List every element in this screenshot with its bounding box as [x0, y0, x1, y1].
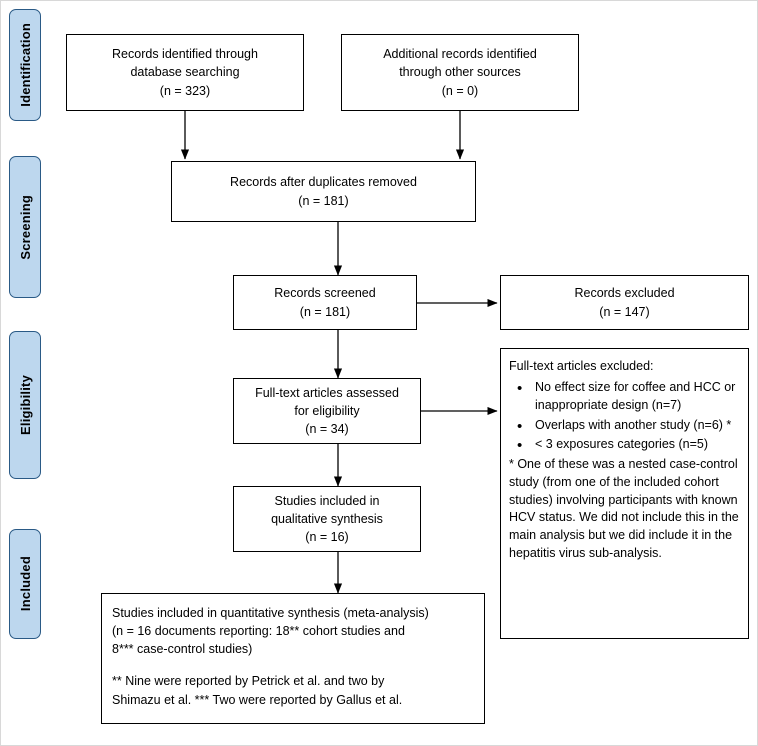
box-quantitative-synthesis-line-3: 8*** case-control studies)	[112, 642, 253, 657]
box-records-excluded	[500, 275, 749, 330]
box-duplicates-removed-line-2: (n = 181)	[298, 193, 349, 208]
box-fulltext-excluded-heading: Full-text articles excluded:	[509, 359, 654, 373]
box-records-screened-line-2: (n = 181)	[299, 304, 351, 319]
box-additional-records	[341, 34, 579, 111]
box-additional-records-line-1: Additional records identified	[383, 47, 537, 62]
box-qualitative-synthesis	[233, 486, 421, 552]
stage-label-included-text: Included	[17, 556, 33, 612]
box-quantitative-synthesis-spacer	[112, 658, 474, 672]
box-additional-records-line-3: (n = 0)	[441, 83, 479, 98]
box-qualitative-synthesis-line-2: qualitative synthesis	[271, 511, 383, 526]
box-quantitative-synthesis-line-5: ** Nine were reported by Petrick et al. and two by	[112, 674, 385, 689]
stage-label-identification	[9, 9, 41, 121]
box-fulltext-assessed-line-2: for eligibility	[294, 403, 360, 418]
list-item: • < 3 exposures categories (n=5)	[509, 436, 742, 454]
fulltext-excluded-reason-list	[509, 379, 742, 456]
box-records-identified-line-2: database searching	[130, 65, 240, 80]
list-item: • Overlaps with another study (n=6) *	[509, 417, 742, 435]
box-records-screened-line-1: Records screened	[274, 286, 376, 301]
box-records-excluded-line-1: Records excluded	[574, 286, 675, 301]
box-quantitative-synthesis-line-1: Studies included in quantitative synthesis (meta-analysis)	[112, 606, 429, 620]
stage-label-screening-text: Screening	[17, 194, 33, 260]
box-records-identified	[66, 34, 304, 111]
stage-label-eligibility	[9, 331, 41, 479]
box-fulltext-excluded	[500, 348, 749, 639]
list-item: • No effect size for coffee and HCC or inappropriate design (n=7)	[509, 379, 742, 415]
box-duplicates-removed-line-1: Records after duplicates removed	[230, 175, 417, 190]
box-fulltext-assessed-line-3: (n = 34)	[305, 422, 349, 437]
box-records-excluded-line-2: (n = 147)	[599, 304, 650, 319]
box-qualitative-synthesis-line-3: (n = 16)	[305, 530, 349, 545]
stage-label-identification-text: Identification	[17, 23, 33, 107]
stage-label-included	[9, 529, 41, 639]
box-quantitative-synthesis	[101, 593, 485, 724]
box-quantitative-synthesis-line-2: (n = 16 documents reporting: 18** cohort studies and	[112, 624, 405, 639]
box-records-identified-line-1: Records identified through	[112, 47, 258, 62]
box-qualitative-synthesis-line-1: Studies included in	[274, 493, 380, 508]
box-duplicates-removed	[171, 161, 476, 222]
stage-label-screening	[9, 156, 41, 298]
box-fulltext-excluded-footnote: * One of these was a nested case-control study (from one of the included cohort studies) involving participants with known HCV status. We did not include this in the main analysis but we did include it in the hepatitis virus sub-analysis.	[509, 457, 739, 560]
stage-label-eligibility-text: Eligibility	[17, 375, 33, 435]
box-additional-records-line-2: through other sources	[399, 65, 521, 80]
box-records-screened	[233, 275, 417, 330]
box-fulltext-assessed	[233, 378, 421, 444]
box-quantitative-synthesis-line-6: Shimazu et al. *** Two were reported by Gallus et al.	[112, 692, 403, 707]
box-records-identified-line-3: (n = 323)	[159, 83, 211, 98]
box-fulltext-assessed-line-1: Full-text articles assessed	[255, 385, 399, 400]
